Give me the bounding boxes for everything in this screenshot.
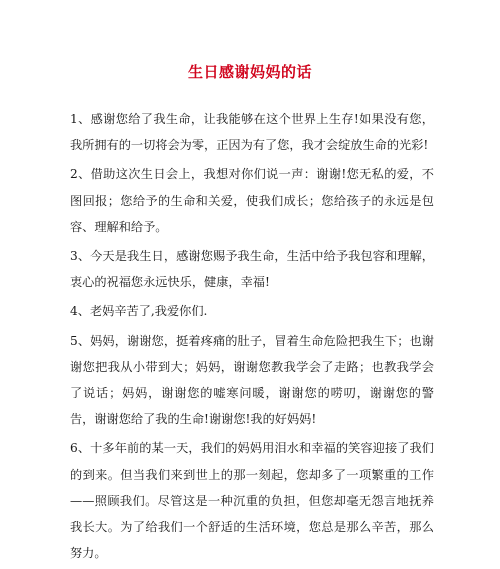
paragraph-6: 6、十多年前的某一天，我们的妈妈用泪水和幸福的笑容迎接了我们的到来。但当我们来到世上的那一刻起，您却多了一项繁重的工作——照顾我们。尽管这是一种沉重的负担，但您却毫无怨言地抚养我长大。为了给我们一个舒适的生活环境，您总是那么辛苦，那么努力。 — [70, 441, 434, 561]
document-body — [70, 106, 434, 569]
paragraph-3: 3、今天是我生日，感谢您赐予我生命，生活中给予我包容和理解，衷心的祝福您永远快乐，健康，幸福! — [70, 249, 434, 290]
paragraph-2: 2、借助这次生日会上，我想对你们说一声：谢谢!您无私的爱，不图回报；您给予的生命和关爱，使我们成长；您给孩子的永远是包容、理解和给予。 — [70, 167, 434, 234]
document-title: 生日感谢妈妈的话 — [187, 63, 312, 81]
paragraph-4: 4、老妈辛苦了,我爱你们. — [70, 304, 208, 319]
paragraph-5: 5、妈妈，谢谢您，挺着疼痛的肚子，冒着生命危险把我生下；也谢谢您把我从小带到大；妈妈，谢谢您教我学会了走路；也教我学会了说话；妈妈，谢谢您的嘘寒问暖，谢谢您的唠叨，谢谢您的警告，谢谢您给了我的生命!谢谢您!我的好妈妈! — [70, 333, 434, 427]
paragraph-1: 1、感谢您给了我生命，让我能够在这个世界上生存!如果没有您，我所拥有的一切将会为零，正因为有了您，我才会绽放生命的光彩! — [70, 112, 434, 153]
